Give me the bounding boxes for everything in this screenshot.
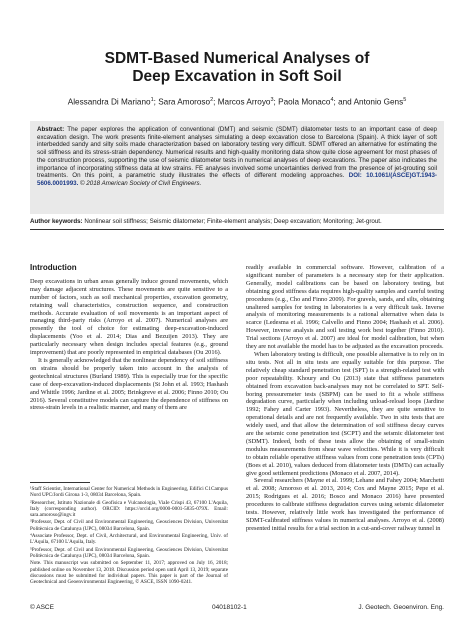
footer-journal: J. Geotech. Geoenviron. Eng. (358, 604, 444, 611)
author-sep: ; and (333, 97, 354, 107)
author-name[interactable]: Antonio Gens (353, 97, 404, 107)
paper-title (0, 50, 474, 86)
footer-publisher: © ASCE (30, 604, 54, 611)
title-line-1: SDMT-Based Numerical Analyses of (104, 50, 370, 67)
section-heading: Introduction (30, 263, 77, 272)
submission-note: Note. This manuscript was submitted on September 11, 2017; approved on July 16, 2018; published online on November 13, 2018. Discussion period open until April 13, 2019; separate discussions must be submitted for individual papers. This paper is part of the Journal of Geotechnical and Geoenvironmental Engineering, © ASCE, ISSN 1090-0241. (30, 560, 228, 586)
footnote: ⁵Professor, Dept. of Civil and Environmental Engineering, Geosciences Division, Universitat Politècnica de Catalunya (UPC), 08034 Barcelona, Spain. (30, 546, 228, 559)
footnote: ¹Staff Scientist, International Center for Numerical Methods in Engineering, Edifici C1Campus Nord UPC/Jordi Girona 1-3, 08034 Barcelona, Spain. (30, 486, 228, 499)
title-line-2: Deep Excavation in Soft Soil (132, 68, 342, 85)
keywords-text: Nonlinear soil stiffness; Seismic dilatometer; Finite-element analysis; Deep excavation; Monitoring; Jet-grout. (84, 218, 382, 225)
keywords-divider (30, 229, 444, 230)
abstract-label: Abstract: (37, 126, 65, 133)
footnotes (30, 486, 228, 586)
author-affil: 2 (210, 97, 214, 103)
abstract-box (30, 121, 444, 214)
copyright-notice: © 2018 American Society of Civil Engineers. (80, 179, 202, 187)
paragraph: Deep excavations in urban areas generally induce ground movements, which may damage adjacent structures. These movements are quite sensitive to a number of factors, such as soil mechanical properties, excavation geometry, retaining wall characteristics, construction sequence, and construction methods. Accurate evaluation of soil movements is an important aspect of managing third-party risks (Arroyo et al. 2007). Numerical analyses are presently the tool of choice for estimating deep-excavation-induced displacements (Yoo et al. 2014; Dias and Bezuijen 2013). They are particularly necessary when design includes special features (e.g., ground improvement) that are poorly represented in empirical databases (Ou 2016). (30, 277, 228, 357)
footer-page-id: 04018102-1 (212, 604, 247, 611)
author-name[interactable]: Alessandra Di Mariano (67, 97, 151, 107)
author-name[interactable]: Marcos Arroyo (217, 97, 271, 107)
paragraph: readily available in commercial software. However, calibration of a significant number of parameters is a necessary step for their application. Generally, model calibrations can be based on laboratory testing, but obtaining good stiffness data requires high-quality samples and careful testing procedures (e.g., Cho and Finno 2009). For gravels, sands, and silts, obtaining unaltered samples for testing in laboratories is a very difficult task. Inverse analysis of monitoring measurements is a rational alternative when data is scarce (Ledesma et al. 1996; Calvello and Finno 2004; Hashash et al. 2006). However, inverse analysis and soil testing work best together (Finno 2010). Trial sections (Arroyo et al. 2007) are ideal for model calibration, but when they are not available the model has to be adjusted as the excavation proceeds. (246, 264, 444, 351)
right-column (246, 264, 444, 533)
keywords-label: Author keywords: (30, 218, 83, 225)
author-affil: 3 (270, 97, 274, 103)
abstract-text: The paper explores the application of conventional (DMT) and seismic (SDMT) dilatometer tests to an important case of deep excavation design. The work presents finite-element analyses simulating a deep excavation close to Barcelona (Spain). A thick layer of soft interbedded sandy and silty soils made characterization based on laboratory testing very difficult. SDMT offered an alternative for estimating the soil stiffness and its stress-strain dependency. Numerical results and high-quality monitoring data show quite close agreement for most phases of the construction process, supporting the use of seismic dilatometer tests in numerical analyses of deep excavations. The paper also indicates the importance of incorporating stiffness data at low strains. FE analyses involved some uncertainties derived from the presence of jet-grouting soil treatments. On this point, a parametric study illustrates the effects of different modeling approaches. (37, 126, 437, 180)
author-affil: 5 (403, 97, 407, 103)
footnote: ³Professor, Dept. of Civil and Environmental Engineering, Geosciences Division, Universitat Politècnica de Catalunya (UPC), 08034 Barcelona, Spain. (30, 519, 228, 532)
author-affil: 1 (150, 97, 154, 103)
author-affil: 4 (330, 97, 334, 103)
author-sep: ; (213, 97, 218, 107)
author-name[interactable]: Paola Monaco (278, 97, 331, 107)
keywords-line (30, 218, 444, 225)
footnote-divider (30, 482, 90, 483)
author-list (0, 97, 474, 107)
footnote: ⁴Associate Professor, Dept. of Civil, Architectural, and Environmental Engineering, Univ. of L'Aquila, 67100 L'Aquila, Italy. (30, 533, 228, 546)
author-name[interactable]: Sara Amoroso (158, 97, 211, 107)
author-sep: ; (153, 97, 159, 107)
paragraph: Several researchers (Mayne et al. 1999; Lehane and Fahey 2004; Marchetti et al. 2008; Amoroso et al. 2013, 2014; Cox and Mayne 2015; Pepe et al. 2015; Rodrigues et al. 2016; Bosco and Monaco 2016) have presented procedures to calibrate stiffness degradation curves using seismic dilatometer tests. However, relatively little work has investigated the performance of SDMT-calibrated stiffness values in numerical analyses. Arroyo et al. (2008) presented initial results for a trial section in a cut-and-cover railway tunnel in (246, 477, 444, 532)
paragraph: It is generally acknowledged that the nonlinear dependency of soil stiffness on strains should be properly taken into account in the analysis of geotechnical structures (Burland 1989). This is especially true for the specific case of deep-excavation-induced displacements (St John et al. 1993; Hashash and Whittle 1996; Jardine et al. 2005; Brinkgreve et al. 2006; Finno 2010; Ou 2016). Several constitutive models can capture the dependence of stiffness on stress-strain levels in a realistic manner, and many of them are (30, 356, 228, 412)
doi-link[interactable]: DOI: 10.1061/(ASCE)GT.1943-5606.0001993. (37, 172, 437, 187)
footnote: ²Researcher, Istituto Nazionale di Geofisica e Vulcanologia, ViaIe Crispi 43, 67100 L'Aquila, Italy (corresponding author). ORCID: https://orcid.org/0000-0001-5835-079X. Email: sara.amoroso@ingv.it (30, 499, 228, 519)
paragraph: When laboratory testing is difficult, one possible alternative is to rely on in situ tests. Not all in situ tests are equally suitable for this purpose. The relatively cheap standard penetration test (SPT) is a strength-related test with poor repeatability. Khoury and Ou (2013) state that stiffness parameters obtained from excavation back-analyses may not be correlated to SPT. Self-boring pressuremeter tests (SBPM) can be used to fit a whole stiffness degradation curve, particularly when including unload-reload loops (Jardine 1992; Fahey and Carter 1993). Nevertheless, they are quite sensitive to operational details and are not frequently available. Two in situ tests that are widely used, and that allow the determination of soil stiffness decay curves are the seismic cone penetration test (SCPT) and the seismic dilatometer test (SDMT). Indeed, both of these tests allow the obtaining of small-strain modulus measurements from shear wave velocities. While it is very difficult to obtain reliable operative stiffness values from cone penetration tests (CPTs) (Boes et al. 2010), values deduced from dilatometer tests (DMTs) can actually give good settlement predictions (Monaco et al. 2007, 2014). (246, 350, 444, 477)
author-sep: ; (273, 97, 279, 107)
left-column (30, 264, 228, 412)
